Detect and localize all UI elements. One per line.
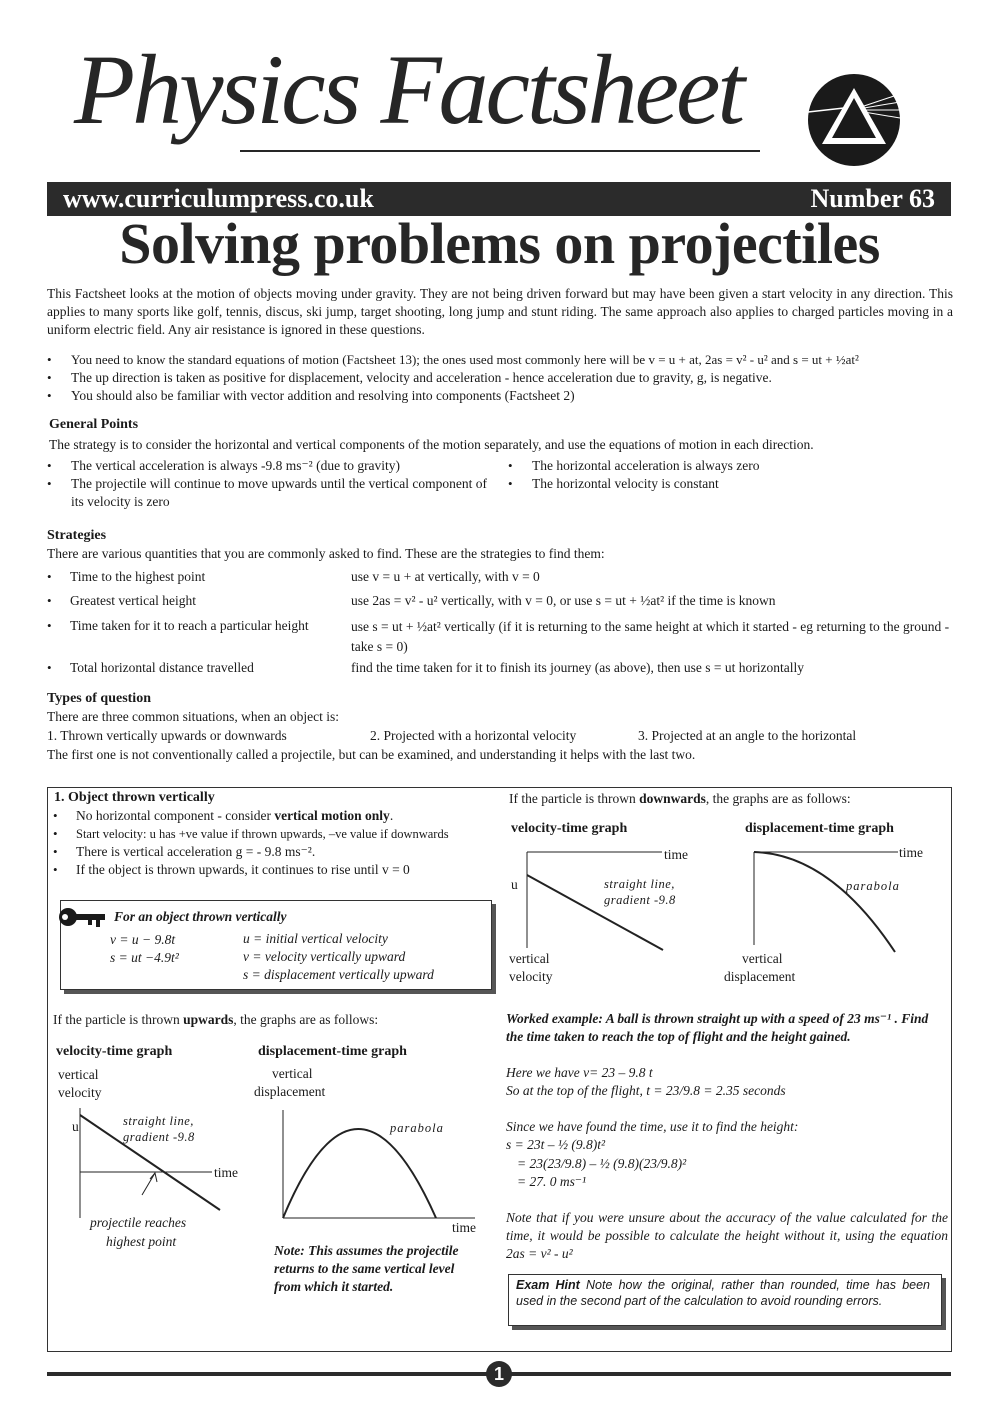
down-vt-u-label: u [511, 877, 518, 892]
bullet-text: There is vertical acceleration g = - 9.8 ms⁻². [76, 844, 316, 859]
general-text: The strategy is to consider the horizontal and vertical components of the motion separately, and use the equations of motion in each direction. [49, 437, 814, 452]
types-note: The first one is not conventionally called a projectile, but can be examined, and understanding it helps with the last two. [47, 747, 696, 762]
general-left-bullets [47, 457, 487, 511]
up-displacement-time-graph [270, 1100, 485, 1225]
strategy-quantity: Time to the highest point [70, 569, 206, 584]
intro-paragraph: This Factsheet looks at the motion of objects moving under gravity. They are not being driven forward but may have been given a start velocity in any direction. This applies to many sports like golf, tennis, discus, ski jump, target shooting, long jump and stunt riding. The same approach also applies to charged particles moving in a uniform electric field. Any air resistance is ignored in these questions. [47, 286, 953, 337]
exam-hint-text [516, 1277, 930, 1309]
bullet-text: The horizontal velocity is constant [532, 476, 719, 491]
types-text: There are three common situations, when an object is: [47, 709, 340, 724]
strategies-text: There are various quantities that you are commonly asked to find. These are the strategies to find them: [47, 546, 605, 561]
down-vt-time-label: time [664, 847, 688, 862]
up-intro [53, 1011, 378, 1029]
prism-logo-icon [806, 72, 902, 168]
key-eq2: s = ut −4.9t² [110, 950, 179, 965]
type-2: 2. Projected with a horizontal velocity [370, 728, 577, 743]
up-dt-time-label: time [452, 1220, 476, 1235]
down-dt-curve [754, 852, 895, 952]
down-intro [509, 790, 851, 808]
key-def2: v = velocity vertically upward [243, 949, 406, 964]
bullet-text: The projectile will continue to move upwards until the vertical component of its velocity is zero [71, 476, 487, 509]
worked-line-6: = 27. 0 ms⁻¹ [517, 1174, 587, 1189]
bullet-text: Start velocity: u has +ve value if thrown upwards, –ve value if downwards [76, 827, 449, 841]
bullet-text: . [389, 808, 394, 823]
down-dt-parabola-label: parabola [846, 879, 900, 893]
exam-hint-body: Note how the original, rather than rounded, time has been used in the second part of the calculation to avoid rounding errors. [516, 1278, 930, 1308]
bullet-item: • No horizontal component - consider vertical motion only. [53, 808, 394, 823]
bullet-item: • The horizontal velocity is constant [508, 476, 719, 491]
up-dt-parabola-label: parabola [390, 1121, 444, 1135]
bullet-text: If the object is thrown upwards, it continues to rise until v = 0 [76, 862, 410, 877]
up-vt-annotation-1: straight line, [123, 1114, 194, 1128]
worked-line-3: Since we have found the time, use it to find the height: [506, 1119, 799, 1134]
up-dt-title: displacement-time graph [258, 1044, 407, 1059]
masthead-title: Physics Factsheet [74, 34, 743, 145]
section1-heading: 1. Object thrown vertically [54, 790, 215, 805]
worked-note: Note that if you were unsure about the accuracy of the value calculated for the time, it would be possible to calculate the height without it, using the equation 2as = v² - u² [506, 1210, 948, 1261]
up-intro-emphasis: upwards [183, 1012, 234, 1027]
bullet-item: • You need to know the standard equations of motion (Factsheet 13); the ones used most commonly here will be v = u + at, 2as = v² - u² and s = ut + ½at² [47, 352, 859, 367]
down-vt-ylabel-2: velocity [509, 969, 553, 984]
up-dt-ylabel-2: displacement [254, 1084, 326, 1099]
down-vt-annotation-2: gradient -9.8 [604, 893, 676, 907]
up-vt-highest-label-2: highest point [106, 1234, 177, 1249]
worked-line-2: So at the top of the flight, t = 23/9.8 = 2.35 seconds [506, 1083, 786, 1098]
website-url[interactable]: www.curriculumpress.co.uk [63, 184, 374, 213]
section1-bullets [53, 807, 503, 879]
bullet-item: • You should also be familiar with vector addition and resolving into components (Factsheet 2) [47, 388, 575, 403]
key-def1: u = initial vertical velocity [243, 931, 388, 946]
up-vt-ylabel-1: vertical [58, 1067, 99, 1082]
up-vt-ylabel-2: velocity [58, 1085, 102, 1100]
worked-line-5: = 23(23/9.8) – ½ (9.8)(23/9.8)² [517, 1156, 687, 1171]
bullet-item: • There is vertical acceleration g = - 9.8 ms⁻². [53, 844, 316, 859]
strategy-quantity: Time taken for it to reach a particular height [70, 618, 309, 633]
worked-line-4: s = 23t – ½ (9.8)t² [506, 1137, 606, 1152]
up-vt-time-label: time [214, 1165, 238, 1180]
bullet-item: • The up direction is taken as positive for displacement, velocity and acceleration - hence acceleration due to gravity, g, is negative. [47, 370, 772, 385]
worked-question: Worked example: A ball is thrown straight up with a speed of 23 ms⁻¹ . Find the time taken to reach the top of flight and the height gained. [506, 1011, 929, 1044]
worked-line-1: Here we have v= 23 – 9.8 t [506, 1065, 653, 1080]
up-vt-arrow [142, 1173, 155, 1195]
bullet-item: • The projectile will continue to move upwards until the vertical component of its velocity is zero [47, 476, 487, 509]
bullet-text: No horizontal component - consider [76, 808, 275, 823]
page-number: 1 [486, 1361, 512, 1387]
bullet-item: • Start velocity: u has +ve value if thrown upwards, –ve value if downwards [53, 826, 449, 841]
strategy-method: use v = u + at vertically, with v = 0 [351, 569, 540, 584]
key-icon [58, 906, 108, 928]
down-vt-ylabel-1: vertical [509, 951, 550, 966]
up-intro-text: If the particle is thrown [53, 1012, 184, 1027]
page-title: Solving problems on projectiles [119, 211, 880, 276]
up-vt-highest-label-1: projectile reaches [90, 1215, 187, 1230]
key-eq1: v = u − 9.8t [110, 932, 176, 947]
bullet-text: You should also be familiar with vector addition and resolving into components (Factsheet 2) [71, 388, 575, 403]
bullet-text: The up direction is taken as positive for displacement, velocity and acceleration - hence acceleration due to gravity, g, is negative. [71, 370, 772, 385]
types-heading: Types of question [47, 691, 151, 706]
strategy-quantity: Greatest vertical height [70, 593, 196, 608]
up-dt-ylabel-1: vertical [272, 1066, 313, 1081]
bullet-text: The vertical acceleration is always -9.8 ms⁻² (due to gravity) [71, 458, 401, 473]
down-vt-annotation-1: straight line, [604, 877, 675, 891]
strategy-method: find the time taken for it to finish its journey (as above), then use s = ut horizontally [351, 660, 805, 675]
bullet-item: • The horizontal acceleration is always zero [508, 458, 760, 473]
key-def3: s = displacement vertically upward [243, 967, 434, 982]
down-intro-text: , the graphs are as follows: [705, 791, 851, 806]
bullet-item: • The vertical acceleration is always -9.8 ms⁻² (due to gravity) [47, 458, 401, 473]
up-vt-u-label: u [72, 1119, 79, 1134]
bullet-text: You need to know the standard equations of motion (Factsheet 13); the ones used most commonly here will be v = u + at, 2as = v² - u² and s = ut + ½at² [71, 352, 859, 367]
bullet-item: • If the object is thrown upwards, it continues to rise until v = 0 [53, 862, 410, 877]
issue-number: Number 63 [810, 184, 935, 213]
down-dt-title: displacement-time graph [745, 821, 894, 836]
up-intro-text: , the graphs are as follows: [233, 1012, 379, 1027]
exam-hint-label: Exam Hint [516, 1278, 580, 1292]
down-intro-emphasis: downwards [639, 791, 706, 806]
general-heading: General Points [49, 417, 139, 432]
bullet-emphasis: vertical motion only [274, 808, 390, 823]
type-1: 1. Thrown vertically upwards or downwards [47, 728, 287, 743]
key-box-title: For an object thrown vertically [114, 909, 287, 924]
strategy-method: use 2as = v² - u² vertically, with v = 0, or use s = ut + ½at² if the time is known [351, 593, 776, 608]
bullet-text: The horizontal acceleration is always zero [532, 458, 760, 473]
down-dt-time-label: time [899, 845, 923, 860]
down-dt-ylabel-1: vertical [742, 951, 783, 966]
down-dt-ylabel-2: displacement [724, 969, 796, 984]
intro-bullets [47, 351, 953, 405]
strategies-heading: Strategies [47, 528, 107, 543]
down-vt-title: velocity-time graph [511, 821, 628, 836]
up-vt-title: velocity-time graph [56, 1044, 173, 1059]
up-vt-annotation-2: gradient -9.8 [123, 1130, 195, 1144]
up-note: Note: This assumes the projectile returns to the same vertical level from which it started. [274, 1243, 459, 1294]
type-3: 3. Projected at an angle to the horizontal [638, 728, 857, 743]
down-intro-text: If the particle is thrown [509, 791, 640, 806]
strategy-quantity: Total horizontal distance travelled [70, 660, 254, 675]
general-right-bullets [508, 457, 938, 493]
strategy-method: use s = ut + ½at² vertically (if it is returning to the same height at which it started - eg returning to the ground - take s = 0) [351, 619, 950, 654]
up-dt-curve [283, 1129, 436, 1218]
masthead-rule [240, 150, 760, 152]
